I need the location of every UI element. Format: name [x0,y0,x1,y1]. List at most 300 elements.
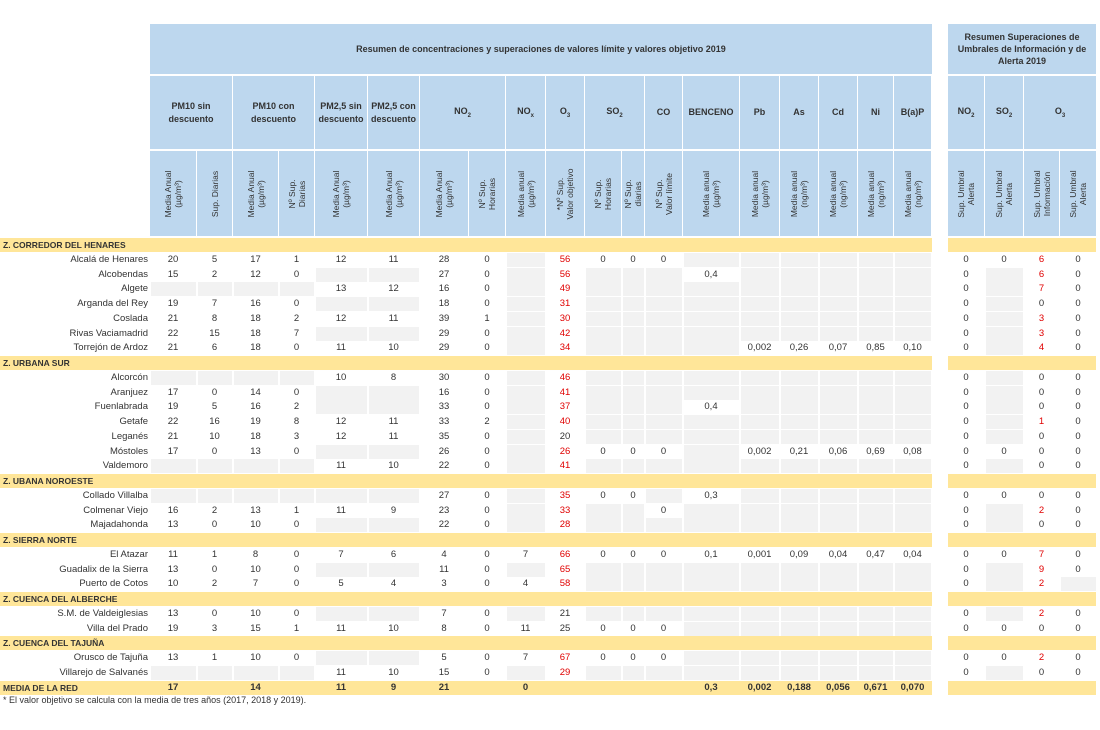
value-cell: 58 [559,578,571,590]
station-row [0,563,1100,577]
empty-cell [316,400,367,414]
empty-cell [684,297,739,311]
value-cell: 0 [600,548,606,560]
empty-cell [781,518,818,532]
value-cell: 0 [1075,401,1081,413]
empty-cell [684,607,739,621]
value-cell: 0 [963,416,969,427]
empty-cell [684,253,739,267]
subheader-label: Media anual (ng/m³) [788,170,809,217]
subheader-col-0 [150,151,196,236]
station-name: Valdemoro [102,460,148,472]
subheader-col-6 [420,151,468,236]
value-cell: 0 [1038,371,1045,383]
value-cell: 0 [963,578,969,590]
value-cell: 0 [963,607,969,619]
empty-cell [859,253,893,267]
value-cell: 7 [1038,283,1045,295]
station-name: Alcalá de Henares [70,253,148,265]
empty-cell [646,607,682,621]
value-cell: 5 [211,401,218,413]
value-cell: 0 [1001,489,1007,501]
zone-header [0,636,932,650]
zone-header [0,592,932,606]
value-cell: 0,10 [903,342,922,354]
empty-cell [986,415,1023,429]
empty-cell [623,297,644,311]
pollutant-header-pm25-con: PM2,5 con descuento [368,76,419,149]
empty-cell [986,297,1023,311]
value-cell: 4 [1038,342,1045,354]
value-cell: 1 [484,312,490,324]
value-cell: 29 [438,327,450,339]
empty-cell [369,651,419,665]
value-cell: 0 [1075,430,1081,442]
value-cell: 11 [336,342,346,354]
empty-cell [684,445,739,459]
value-cell: 33 [438,416,450,427]
pollutant-label: $SO_2$ [995,106,1013,119]
subheader-col-16 [819,151,857,236]
empty-cell [781,297,818,311]
value-cell: 6 [1038,268,1045,280]
footnote: * El valor objetivo se calcula con la media de tres años (2017, 2018 y 2019). [3,695,307,705]
empty-cell [623,282,644,296]
subheader-label: Media anual (µg/m³) [700,170,721,217]
value-cell: 0 [484,283,490,295]
empty-cell [316,563,367,577]
value-cell: 0 [293,445,300,457]
empty-cell [820,651,857,665]
empty-cell [507,400,545,414]
empty-cell [741,430,779,444]
value-cell: 0 [293,519,300,531]
empty-cell [369,518,419,532]
subheader-label: Media anual (µg/m³) [749,170,770,217]
empty-cell [586,504,621,518]
empty-cell [586,430,621,444]
value-cell: 9 [390,681,397,693]
empty-cell [684,415,739,429]
empty-cell [859,504,893,518]
station-name: Puerto de Cotos [79,578,148,590]
empty-cell [316,445,367,459]
value-cell: 8 [441,622,447,634]
value-cell: 11 [336,504,346,516]
empty-cell [369,297,419,311]
value-cell: 16 [438,283,450,295]
value-cell: 19 [167,401,179,413]
zone-label: Z. UBANA NOROESTE [3,476,94,486]
value-cell: 0 [660,652,667,663]
subheader-label: Nº Sup. Horarias [476,177,497,210]
value-cell: 12 [335,253,347,265]
empty-cell [623,666,644,680]
subheader-label: *Nº Sup. Valor objetivo [554,168,575,219]
value-cell: 0 [484,371,490,383]
station-row [0,268,1100,282]
value-cell: 18 [438,298,450,309]
pollutant-header-pm25-sin: PM2,5 sin descuento [315,76,367,149]
subheader-label: Media anual (ng/m³) [902,170,923,217]
value-cell: 10 [388,342,399,354]
subheader-col-3 [279,151,314,236]
value-cell: 21 [167,312,179,324]
empty-cell [623,327,644,341]
value-cell: 0 [484,445,490,457]
empty-cell [1061,577,1096,591]
empty-cell [280,459,314,473]
value-cell: 3 [1038,312,1045,324]
station-name: Majadahonda [90,519,148,531]
value-cell: 8 [390,371,397,383]
value-cell: 15 [209,327,220,339]
value-cell: 12 [335,430,347,442]
value-cell: 19 [250,416,261,427]
value-cell: 20 [559,430,571,442]
empty-cell [741,400,779,414]
value-cell: 0,85 [866,342,885,354]
empty-cell [646,371,682,385]
value-cell: 0 [293,386,300,398]
value-cell: 0,3 [704,489,718,501]
empty-cell [507,268,545,282]
empty-cell [234,282,278,296]
value-cell: 5 [338,578,344,590]
value-cell: 10 [388,666,399,678]
station-row [0,253,1100,267]
zone-header-right [948,356,1096,370]
value-cell: 1 [211,548,218,560]
value-cell: 0 [211,607,218,619]
value-cell: 0 [484,622,490,634]
value-cell: 0 [484,268,490,280]
subheader-col-9 [546,151,584,236]
value-cell: 11 [168,548,178,560]
value-cell: 2 [211,578,218,590]
zone-label: Z. CORREDOR DEL HENARES [3,240,126,250]
station-name: Collado Villalba [82,489,148,501]
value-cell: 0,69 [866,445,885,457]
empty-cell [316,297,367,311]
empty-cell [623,504,644,518]
value-cell: 30 [559,312,571,324]
empty-cell [507,489,545,503]
station-name: Villarejo de Salvanés [59,666,148,678]
pollutant-header-ni: Ni [858,76,893,149]
value-cell: 0,1 [704,548,718,560]
empty-cell [507,297,545,311]
empty-cell [781,577,818,591]
empty-cell [820,622,857,636]
empty-cell [895,651,931,665]
value-cell: 40 [559,416,571,427]
value-cell: 19 [167,298,179,309]
value-cell: 0 [963,312,969,324]
empty-cell [781,327,818,341]
value-cell: 0,056 [826,681,850,693]
value-cell: 0,47 [866,548,885,560]
value-cell: 15 [438,666,450,678]
value-cell: 7 [441,607,447,619]
empty-cell [586,327,621,341]
value-cell: 1 [293,622,300,634]
value-cell: 11 [336,666,346,678]
subheader-col-19 [948,151,984,236]
value-cell: 0 [963,298,969,309]
empty-cell [623,459,644,473]
value-cell: 0 [660,548,667,560]
empty-cell [859,327,893,341]
empty-cell [820,666,857,680]
empty-cell [369,268,419,282]
station-name: Villa del Prado [86,622,148,634]
empty-cell [369,607,419,621]
empty-cell [895,371,931,385]
subheader-col-13 [683,151,739,236]
station-name: Leganés [111,430,148,442]
empty-cell [820,327,857,341]
zone-header [0,356,932,370]
value-cell: 0 [963,445,969,457]
empty-cell [820,577,857,591]
empty-cell [781,282,818,296]
value-cell: 37 [559,401,571,413]
value-cell: 34 [559,342,571,354]
empty-cell [684,282,739,296]
pollutant-header-pm10-con: PM10 con descuento [233,76,314,149]
empty-cell [684,622,739,636]
value-cell: 12 [335,312,347,324]
value-cell: 11 [388,312,399,324]
station-row [0,327,1100,341]
value-cell: 0 [600,253,606,265]
empty-cell [623,563,644,577]
empty-cell [507,341,545,355]
empty-cell [781,415,818,429]
value-cell: 0,671 [863,681,888,693]
station-row [0,341,1100,355]
empty-cell [820,489,857,503]
empty-cell [859,297,893,311]
value-cell: 28 [559,519,571,531]
subheader-label: Media anual (ng/m³) [865,170,886,217]
empty-cell [986,666,1023,680]
empty-cell [895,504,931,518]
value-cell: 0 [211,519,218,531]
pollutant-header-as: As [780,76,818,149]
value-cell: 0 [484,401,490,413]
station-name: Fuenlabrada [94,401,148,413]
pollutant-header-r-so2 [985,76,1023,149]
empty-cell [684,518,739,532]
value-cell: 0 [963,386,969,398]
value-cell: 0 [293,342,300,354]
empty-cell [781,489,818,503]
empty-cell [586,297,621,311]
subheader-label: Sup. Umbral Alerta [1067,169,1088,218]
value-cell: 7 [211,298,218,309]
value-cell: 4 [522,578,529,590]
value-cell: 0 [660,253,667,265]
station-name: Alcorcón [111,371,148,383]
value-cell: 8 [211,312,218,324]
value-cell: 0 [630,622,636,634]
station-name: Torrejón de Ardoz [73,342,148,354]
empty-cell [280,489,314,503]
value-cell: 0,06 [828,445,848,457]
empty-cell [820,297,857,311]
value-cell: 0,3 [704,681,718,693]
empty-cell [895,415,931,429]
empty-cell [198,371,232,385]
empty-cell [859,622,893,636]
empty-cell [859,577,893,591]
value-cell: 0 [963,652,969,663]
empty-cell [507,327,545,341]
empty-cell [781,312,818,326]
subheader-col-17 [858,151,893,236]
empty-cell [781,268,818,282]
value-cell: 18 [250,312,261,324]
empty-cell [586,459,621,473]
value-cell: 1 [293,253,300,265]
subheader-label: Media anual (ng/m³) [827,170,848,217]
empty-cell [507,386,545,400]
station-name: Coslada [113,312,148,324]
empty-cell [507,282,545,296]
zone-header [0,533,932,547]
value-cell: 0 [484,548,490,560]
value-cell: 0 [963,430,969,442]
pollutant-header-so2 [585,76,644,149]
value-cell: 0 [1038,622,1045,634]
value-cell: 2 [1038,504,1045,516]
empty-cell [895,607,931,621]
empty-cell [820,430,857,444]
value-cell: 0,188 [787,681,811,693]
zone-header-right [948,592,1096,606]
value-cell: 22 [167,416,179,427]
empty-cell [895,459,931,473]
value-cell: 29 [559,666,571,678]
value-cell: 0 [630,445,636,457]
value-cell: 0 [211,563,218,575]
value-cell: 11 [388,430,399,442]
empty-cell [507,371,545,385]
value-cell: 0 [293,268,300,280]
value-cell: 0 [630,489,636,501]
station-row [0,430,1100,444]
value-cell: 0 [484,342,490,354]
value-cell: 0,04 [828,548,848,560]
value-cell: 0 [484,519,490,531]
empty-cell [586,312,621,326]
value-cell: 0,001 [747,548,772,560]
value-cell: 2 [1038,607,1045,619]
value-cell: 0 [1075,607,1081,619]
value-cell: 12 [250,268,261,280]
value-cell: 1 [211,652,218,663]
value-cell: 0 [1001,548,1007,560]
value-cell: 0 [1075,652,1081,663]
empty-cell [895,518,931,532]
value-cell: 56 [559,253,571,265]
subheader-label: Nº Sup. Horarias [592,177,613,210]
value-cell: 0 [600,489,606,501]
value-cell: 1 [1038,416,1045,427]
pollutant-header-bap: B(a)P [894,76,931,149]
value-cell: 0 [484,578,490,590]
value-cell: 8 [252,548,259,560]
empty-cell [586,415,621,429]
station-row [0,607,1100,621]
empty-cell [895,327,931,341]
subheader-label: Sup. Umbral Información [1031,169,1052,218]
empty-cell [741,253,779,267]
empty-cell [741,459,779,473]
value-cell: 35 [438,430,450,442]
value-cell: 0,26 [789,342,809,354]
value-cell: 0 [484,489,490,501]
subheader-col-8 [506,151,545,236]
network-average-right-band [948,681,1096,695]
value-cell: 0 [1001,622,1007,634]
empty-cell [646,268,682,282]
empty-cell [684,651,739,665]
empty-cell [859,268,893,282]
empty-cell [741,666,779,680]
zone-label: Z. SIERRA NORTE [3,535,77,545]
pollutant-label: $NO_2$ [957,106,975,119]
empty-cell [623,400,644,414]
value-cell: 29 [438,342,450,354]
empty-cell [859,489,893,503]
subheader-col-2 [233,151,278,236]
empty-cell [895,297,931,311]
empty-cell [781,253,818,267]
empty-cell [741,518,779,532]
value-cell: 0 [484,652,490,663]
station-name: Getafe [119,416,148,427]
pollutant-label: $O_3$ [1054,106,1066,119]
pollutant-header-pm10-sin: PM10 sin descuento [150,76,232,149]
station-row [0,415,1100,429]
empty-cell [369,400,419,414]
empty-cell [198,666,232,680]
subheader-col-7 [469,151,505,236]
value-cell: 0 [484,430,490,442]
value-cell: 26 [559,445,571,457]
value-cell: 15 [167,268,179,280]
empty-cell [781,504,818,518]
value-cell: 0,07 [828,342,848,354]
empty-cell [820,563,857,577]
empty-cell [820,400,857,414]
value-cell: 13 [250,445,261,457]
value-cell: 0 [1038,445,1045,457]
value-cell: 0 [600,445,606,457]
subheader-label: Nº Sup. Diarias [286,178,307,209]
value-cell: 49 [559,283,571,295]
empty-cell [741,651,779,665]
zone-label: Z. CUENCA DEL TAJUÑA [3,638,105,649]
value-cell: 0 [484,504,490,516]
station-row [0,666,1100,680]
empty-cell [684,430,739,444]
station-row [0,400,1100,414]
empty-cell [781,371,818,385]
